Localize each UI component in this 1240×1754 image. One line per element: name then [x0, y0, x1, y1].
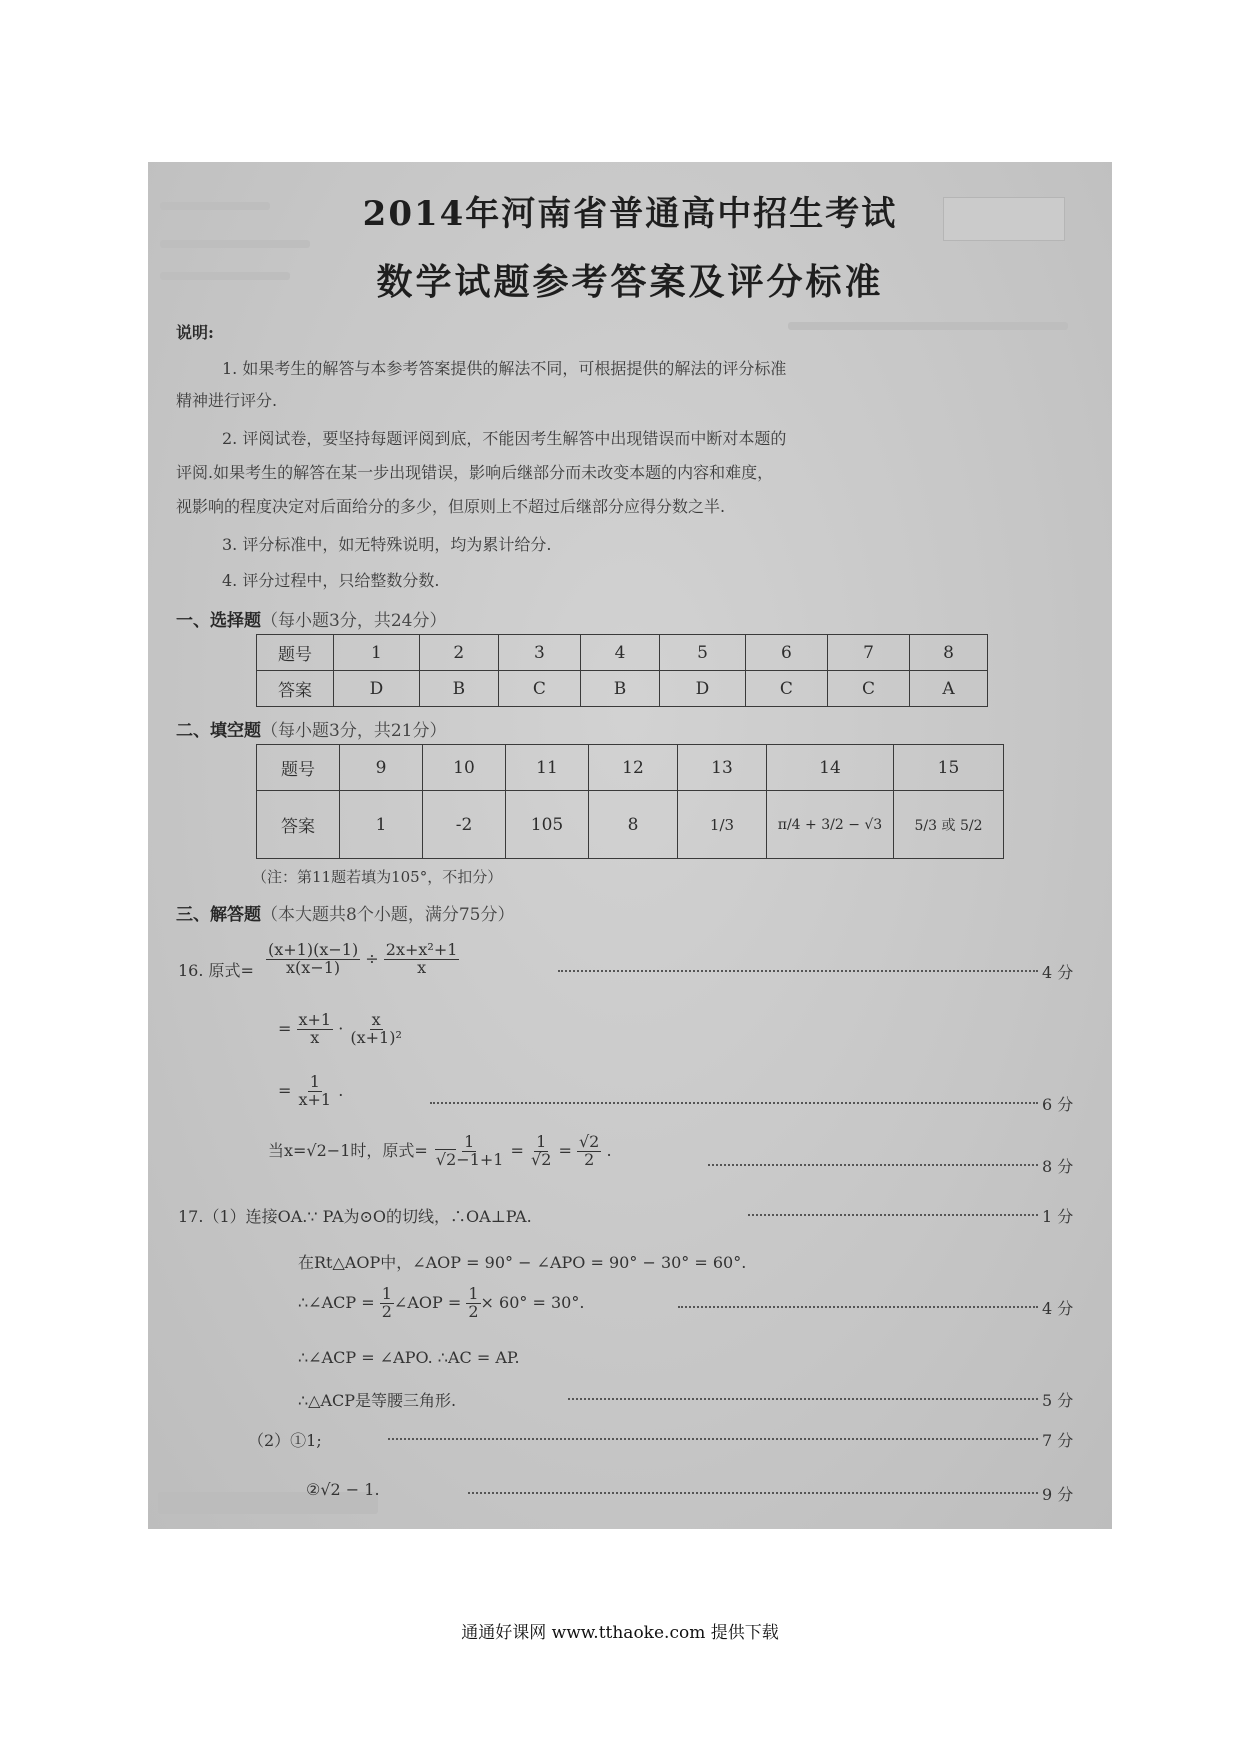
- note-line: 精神进行评分.: [176, 391, 278, 410]
- section-3-label: 三、解答题: [176, 905, 261, 925]
- fill-answer-table: [256, 744, 1004, 859]
- q17-line-2: 在Rt△AOP中，∠AOP = 90° − ∠APO = 90° − 30° = 60°.: [298, 1253, 747, 1272]
- q17-line-5: ∴△ACP是等腰三角形.: [298, 1391, 457, 1410]
- section-1-label: 一、选择题: [176, 611, 261, 631]
- note-line: 视影响的程度决定对后面给分的多少，但原则上不超过后继部分应得分数之半.: [176, 497, 726, 516]
- table-cell: 1: [334, 635, 420, 671]
- table-cell: 3: [498, 635, 580, 671]
- table-cell: 14: [767, 745, 894, 791]
- q16-expr-3: = $\frac{1}{x+1}$ .: [278, 1072, 344, 1109]
- table-cell: 12: [589, 745, 678, 791]
- score-label: 8 分: [1042, 1157, 1074, 1176]
- section-2-note: （每小题3分，共21分）: [261, 721, 447, 741]
- q17-line-7: ②√2 − 1.: [306, 1480, 380, 1499]
- table-cell: 15: [894, 745, 1004, 791]
- row-header-answer: 答案: [257, 791, 340, 859]
- leader-dots: [430, 1102, 1038, 1104]
- table-cell: 5/3 或 5/2: [894, 791, 1004, 859]
- leader-dots: [678, 1306, 1038, 1308]
- table-cell: C: [828, 671, 910, 707]
- table-cell: π/4 + 3/2 − √3: [767, 791, 894, 859]
- table-cell: B: [419, 671, 498, 707]
- leader-dots: [708, 1164, 1038, 1166]
- table-cell: B: [581, 671, 660, 707]
- q16-substitution: 当x=√2−1时，原式=: [268, 1140, 428, 1160]
- score-label: 4 分: [1042, 1299, 1074, 1318]
- q17-line-6: （2）①1;: [248, 1431, 322, 1450]
- score-label: 5 分: [1042, 1391, 1074, 1410]
- leader-dots: [748, 1214, 1038, 1216]
- notes-heading: 说明:: [176, 323, 214, 342]
- q16-label: 16. 原式=: [178, 961, 254, 980]
- note-line: 4. 评分过程中，只给整数分数.: [222, 571, 440, 590]
- table-cell: -2: [423, 791, 506, 859]
- section-3-heading: [176, 900, 514, 925]
- score-label: 6 分: [1042, 1095, 1074, 1114]
- table-cell: 9: [340, 745, 423, 791]
- section-1-note: （每小题3分，共24分）: [261, 611, 447, 631]
- section-1-heading: [176, 606, 446, 631]
- table-cell: A: [910, 671, 988, 707]
- q17-line-3-prefix: ∴∠ACP =: [298, 1292, 375, 1312]
- table-cell: 13: [678, 745, 767, 791]
- score-label: 7 分: [1042, 1431, 1074, 1450]
- note-line: 2. 评阅试卷，要坚持每题评阅到底，不能因考生解答中出现错误而中断对本题的: [222, 429, 787, 448]
- q16-expr-2: = $\frac{x+1}{x}$ · $\frac{x}{\text{(x+1)²}}$: [278, 1010, 402, 1047]
- leader-dots: [468, 1492, 1038, 1494]
- doc-subtitle: 数学试题参考答案及评分标准: [376, 261, 884, 303]
- ghost-text: [160, 240, 310, 248]
- row-header-number: 题号: [257, 745, 340, 791]
- table-cell: 8: [910, 635, 988, 671]
- score-label: 9 分: [1042, 1485, 1074, 1504]
- row-header-answer: 答案: [257, 671, 334, 707]
- leader-dots: [558, 970, 1038, 972]
- table-cell: 2: [419, 635, 498, 671]
- table-cell: 5: [660, 635, 746, 671]
- table-cell: 11: [506, 745, 589, 791]
- note-line: 1. 如果考生的解答与本参考答案提供的解法不同，可根据提供的解法的评分标准: [222, 359, 787, 378]
- note-line: 3. 评分标准中，如无特殊说明，均为累计给分.: [222, 535, 552, 554]
- scanned-photo: [148, 162, 1112, 1529]
- table-cell: D: [660, 671, 746, 707]
- doc-title: 2014年河南省普通高中招生考试: [362, 194, 898, 234]
- note-line: 评阅.如果考生的解答在某一步出现错误，影响后继部分而未改变本题的内容和难度，: [176, 463, 774, 482]
- table-cell: C: [498, 671, 580, 707]
- table-cell: 105: [506, 791, 589, 859]
- section-3-note: （本大题共8个小题，满分75分）: [261, 905, 515, 925]
- q17-line-4: ∴∠ACP = ∠APO. ∴AC = AP.: [298, 1348, 520, 1367]
- leader-dots: [388, 1438, 1038, 1440]
- table-cell: 6: [745, 635, 827, 671]
- score-label: 4 分: [1042, 963, 1074, 982]
- q17-line-3: ∴∠ACP = $\frac{1}{2}$ ∠AOP = $\frac{1}{2}$ × 60° = 30°.: [298, 1284, 585, 1321]
- table-cell: 4: [581, 635, 660, 671]
- section-2-heading: [176, 716, 446, 741]
- table2-note: （注：第11题若填为105°，不扣分）: [252, 868, 503, 886]
- q16-expr-1: $\frac{(x+1)(x-1)}{x(x-1)}$ ÷ $\frac{\text{2x+x²+1}}{x}$: [268, 940, 458, 977]
- table-cell: 7: [828, 635, 910, 671]
- table-cell: D: [334, 671, 420, 707]
- footer-credit: 通通好课网 www.tthaoke.com 提供下载: [461, 1623, 779, 1643]
- table-cell: 10: [423, 745, 506, 791]
- table-cell: 1: [340, 791, 423, 859]
- q16-expr-4: 当x=√2−1时，原式= $\frac{1}{√2-1+1}$ = $\frac{1}{√2}$ = $\frac{√2}{2}$ .: [268, 1132, 612, 1169]
- section-2-label: 二、填空题: [176, 721, 261, 741]
- leader-dots: [568, 1398, 1038, 1400]
- table-cell: C: [745, 671, 827, 707]
- ghost-text: [788, 322, 1068, 330]
- table-cell: 1/3: [678, 791, 767, 859]
- score-label: 1 分: [1042, 1207, 1074, 1226]
- choice-answer-table: [256, 634, 988, 707]
- q17-line-1: 17.（1）连接OA.∵ PA为⊙O的切线，∴OA⊥PA.: [178, 1207, 532, 1226]
- table-cell: 8: [589, 791, 678, 859]
- row-header-number: 题号: [257, 635, 334, 671]
